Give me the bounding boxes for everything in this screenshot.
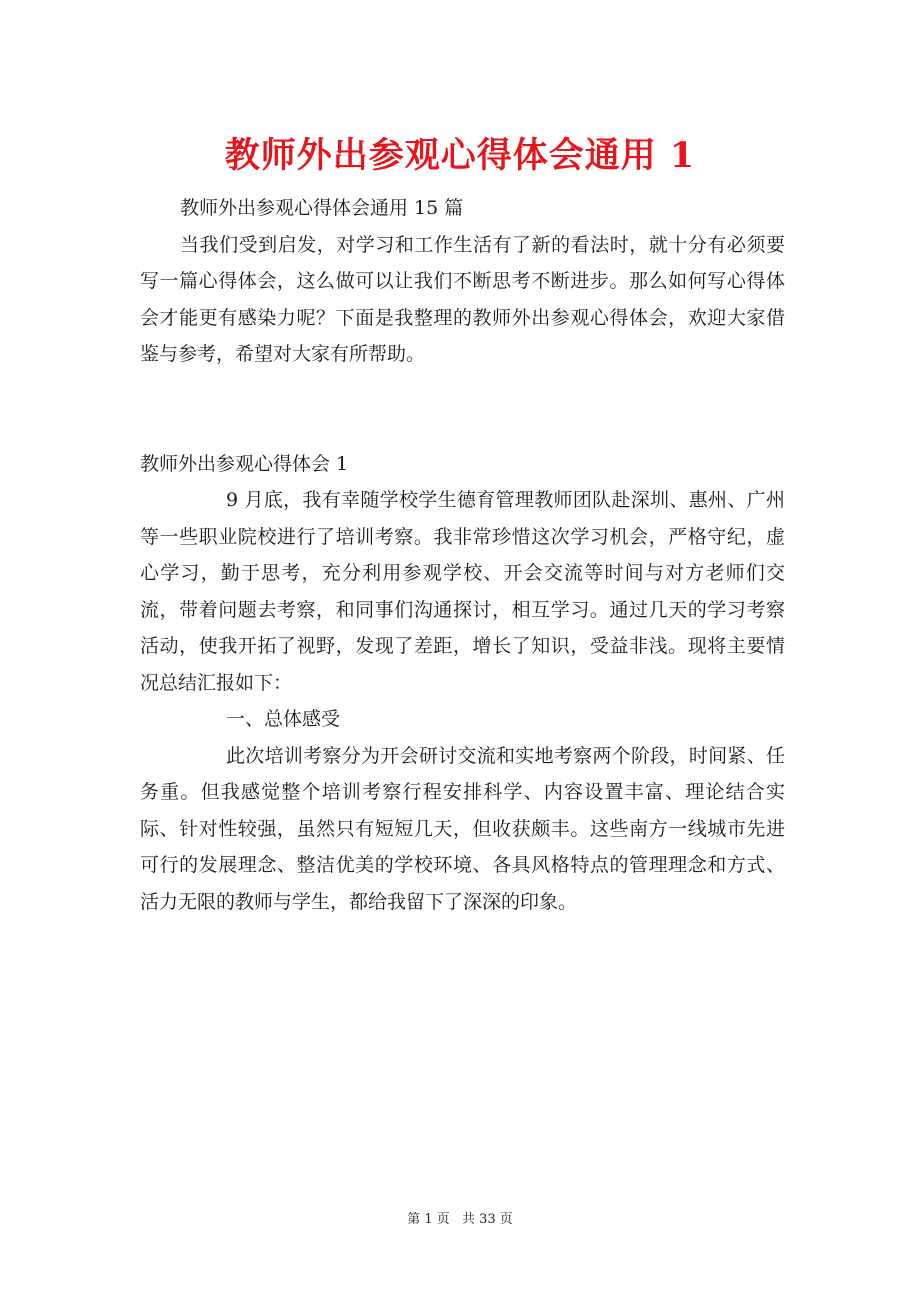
page-total: 共 33 页 — [461, 1212, 513, 1227]
page-footer — [0, 1208, 920, 1227]
page-number: 第 1 页 — [407, 1212, 450, 1227]
body-paragraph-1: 9 月底，我有幸随学校学生德育管理教师团队赴深圳、惠州、广州等一些职业院校进行了培训考察。我非常珍惜这次学习机会，严格守纪，虚心学习，勤于思考，充分利用参观学校、开会交流等时间与对方老师们交流，带着问题去考察，和同事们沟通探讨，相互学习。通过几天的学习考察活动，使我开拓了视野，发现了差距，增长了知识，受益非浅。现将主要情况总结汇报如下： — [140, 489, 785, 694]
document-subtitle: 教师外出参观心得体会通用 15 篇 — [180, 197, 464, 219]
document-body — [140, 190, 785, 920]
intro-paragraph: 当我们受到启发，对学习和工作生活有了新的看法时，就十分有必须要写一篇心得体会，这么做可以让我们不断思考不断进步。那么如何写心得体会才能更有感染力呢？下面是我整理的教师外出参观心得体会，欢迎大家借鉴与参考，希望对大家有所帮助。 — [140, 233, 785, 365]
document-title: 教师外出参观心得体会通用 1 — [224, 135, 696, 176]
paragraph-gap — [140, 373, 785, 446]
body-paragraph-2: 此次培训考察分为开会研讨交流和实地考察两个阶段，时间紧、任务重。但我感觉整个培训考察行程安排科学、内容设置丰富、理论结合实际、针对性较强，虽然只有短短几天，但收获颇丰。这些南方一线城市先进可行的发展理念、整洁优美的学校环境、各具风格特点的管理理念和方式、活力无限的教师与学生，都给我留下了深深的印象。 — [140, 744, 785, 913]
section-heading: 教师外出参观心得体会 1 — [140, 452, 349, 475]
subheading-overall-feeling: 一、总体感受 — [226, 708, 341, 730]
